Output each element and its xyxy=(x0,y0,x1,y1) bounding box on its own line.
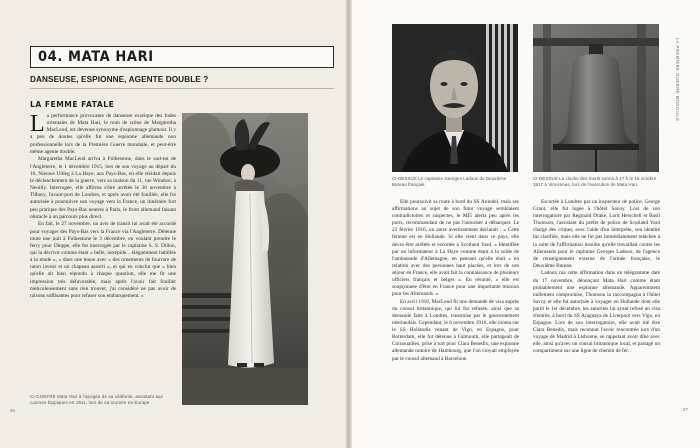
body-paragraph: En fait, le 27 novembre, un avis de transit lui avait été accordé pour voyager des Pays-Bas vers la France via l'Angleterre. Détenue toute une nuit à Folkestone le 3 décembre, en voulant prendre le ferry pour Dieppe, elle fut interrogée par le capitaine S. S. Dillon, qui la décrivit comme étant « belle, intrépide... élégamment habillée à la mode », « dans une tenue avec « des ornements de fourrure de raton laveur et un chapeau assorti », et qui en conclut que « bien qu'elle ait bien répondu à chaque question, elle me fit une impression très défavorable, mais après l'avoir fait fouiller méticuleusement sans rien trouver, j'ai considéré ne pas avoir de raisons suffisantes pour refuser son embarquement. » xyxy=(30,221,176,299)
running-head: LA PREMIÈRE GUERRE MONDIALE xyxy=(675,38,680,122)
body-paragraph: Elle poursuivit sa route à bord du SS Arundel, mais ses affirmations au sujet de son futur voyage semblaient contradictoires et suspectes, le MI5 alerta peu après les ports, recommandant de ne pas l'autoriser à débarquer. Le 22 février 1916, un autre avertissement déclarait : « Cette femme est en Hollande. Si elle vient dans ce pays, elle devra être arrêtée et escortée à Scotland Yard. » Identifiée par un informateur à La Haye comme étant à la solde de l'ambassade d'Allemagne, en pensant qu'elle était « en relation avec des personnes haut placées, et lors de son séjour en France, elle avait fait la connaissance de plusieurs officiers français et belges ». En résumé, « elle est soupçonnée d'être en France pour une importante mission pour les Allemands. » xyxy=(392,199,519,298)
chapter-title-box xyxy=(30,46,334,68)
chapter-title: 04. MATA HARI xyxy=(38,49,154,65)
mata-hari-photo-illustration xyxy=(182,113,308,405)
left-body-text xyxy=(30,113,176,385)
title-divider xyxy=(30,88,334,89)
photo-caption-left: CI-CONTRE Mata Hari à l'apogée de sa célébrité, assistant aux courses hippiques en 1911, lors de sa tournée en Europe. xyxy=(30,394,163,405)
page-number-left: 26 xyxy=(10,408,16,413)
body-paragraph: La performance provocante de danseuse exotique des Indes orientales de Mata Hari, le nom de scène de Margaretha MacLeod, est devenue synonyme d'espionnage glamour. Il y a peu de doutes qu'elle fut une espionne allemande non professionnelle lors de la Première Guerre mondiale, et peut-être même agente double. xyxy=(30,113,176,155)
body-paragraph: Escortée à Londres par un inspecteur de police, George Grant, elle fut logée à l'hôtel Savoy. Lors de son interrogatoire par Reginald Drake, Lord Herschell et Basil Thomson, l'assistant du préfet de police de Scotland Yard chargé des crimes, avec l'aide d'un interprète, son identité fut clarifiée, mais elle ne fut pas immédiatement relâchée à la suite de l'affirmation insolite qu'elle travaillait contre les Allemands pour le capitaine Georges Ladoux, de l'agence de renseignement externe de l'armée française, le Deuxième Bureau. xyxy=(533,199,660,269)
body-paragraph: Ladoux nia cette affirmation dans un télégramme daté du 17 novembre, dénonçant Mata Hari comme étant probablement une espionne allemande. Apparemment nullement compromise, Thomson la raccompagna à l'hôtel Savoy et elle fut autorisée à voyager en Hollande dont elle partit le 1er décembre, les autorités lui ayant refusé un visa d'entrée, à bord du SS Araguaya de Liverpool vers Vigo, en Espagne. Lors de son interrogatoire, elle avait nié être Clara Benedix, mais reconnut l'avoir rencontrée lors d'un voyage de Madrid à Lisbonne, se rappelant avoir dîné avec elle, ainsi qu'avec un consul britannique local, et partagé un compartiment sur une ligne de chemin de fer. xyxy=(533,270,660,355)
mata-hari-photo xyxy=(182,113,308,405)
bell-illustration xyxy=(533,24,659,172)
right-body-column-2 xyxy=(533,199,660,414)
photo-caption-bell: CI-DESSUS La cloche des morts sonna à 17 h le 15 octobre 1917 à Vincennes, lors de l'exécution de Mata Hari. xyxy=(533,176,657,187)
section-heading: LA FEMME FATALE xyxy=(30,100,115,109)
chapter-subtitle: DANSEUSE, ESPIONNE, AGENTE DOUBLE ? xyxy=(30,75,209,84)
drop-cap: L xyxy=(30,113,45,137)
body-paragraph: En avril 1916, MacLeod fit une demande de visa auprès du consul britannique, qui lui fut refusée, ainsi que sa demande faite à Londres, transmise par le gouvernement néerlandais. Cependant, le 6 novembre 1916, elle monta sur le SS Hollandia venant de Vigo, en Espagne, pour Rotterdam, elle fut détenue à Falmouth, elle partageait de Cornouailles, prise à tort pour Clara Benedix, une espionne allemande notoire de Hambourg, que l'on croyait employée par le consul allemand à Barcelone. xyxy=(392,298,519,362)
ladoux-portrait-illustration xyxy=(392,24,518,172)
execution-bell-photo xyxy=(533,24,659,172)
page-number-right: 27 xyxy=(683,407,689,412)
body-paragraph: Margaretha MacLeod arriva à Folkestone, dans le sud-est de l'Angleterre, le 1 décembre 1915, lors de son voyage au départ du 16, Nieuwe Uitleg à La Haye, aux Pays-Bas, où elle résidait depuis le déclenchement de la guerre, vers sa maison du 11, rue Windsor, à Neuilly. Interrogée, elle affirma s'être arrêtée le 30 novembre à Tilbury, l'avant-port de Londres, et après avoir été fouillée, elle fut autorisée à poursuivre son voyage vers la France, un itinéraire fort peu pratique des Pays-Bas neutres à Paris, le front allemand faisant obstacle à un parcours plus direct. xyxy=(30,156,176,220)
ladoux-portrait-photo xyxy=(392,24,518,172)
right-body-column-1 xyxy=(392,199,519,414)
photo-caption-ladoux: CI-DESSUS Le capitaine Georges Ladoux du Deuxième Bureau français. xyxy=(392,176,507,187)
